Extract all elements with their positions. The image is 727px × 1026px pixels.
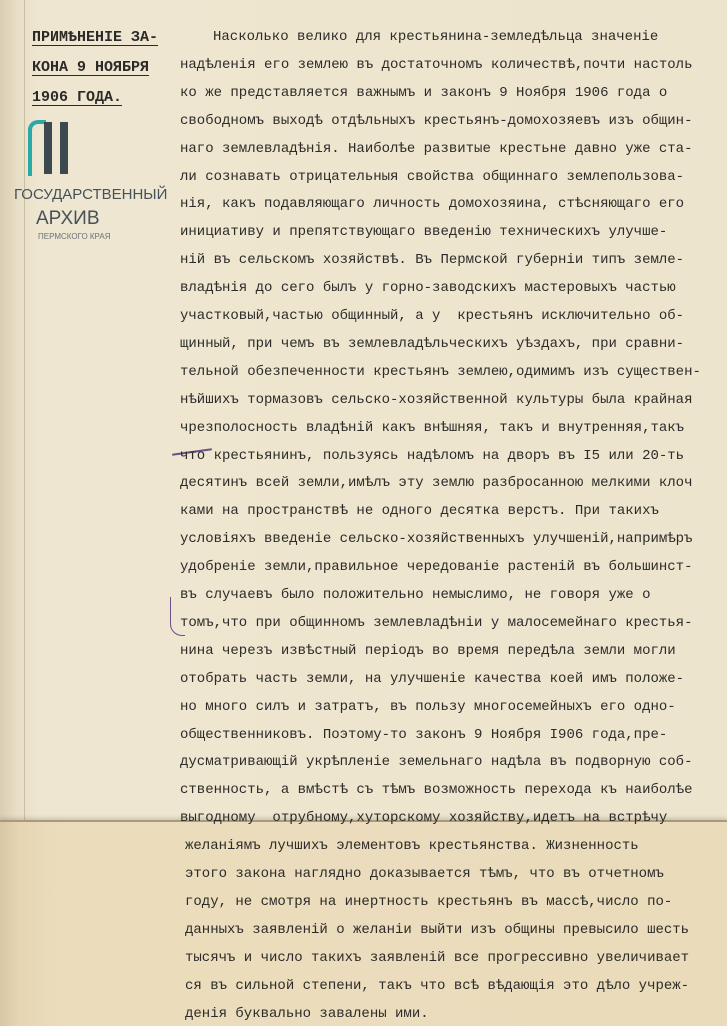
archive-logo-mark-icon [22, 118, 82, 178]
text-line: наго землевладѣнія. Наиболѣе развитые крестьне давно уже ста- [180, 141, 693, 157]
text-line: владѣнія до сего былъ у горно-заводскихъ мастеровыхъ частью [180, 280, 676, 296]
text-line: нѣйшихъ тормазовъ сельско-хозяйственной культуры была крайная [180, 392, 693, 408]
logo-subtitle: АРХИВ [36, 208, 100, 229]
text-line: желаніямъ лучшихъ элементовъ крестьянства. Жизненность [185, 838, 639, 854]
text-line: отобрать часть земли, на улучшеніе качества коей имъ положе- [180, 671, 685, 687]
text-line: выгодному отрубному,хуторскому хозяйству,идетъ на встрѣчу [180, 810, 668, 826]
text-line: общественниковъ. Поэтому-то законъ 9 Ноября I906 года,пре- [180, 727, 668, 743]
logo-title: ГОСУДАРСТВЕННЫЙ [14, 186, 168, 203]
text-line: ся въ сильной степени, такъ что всѣ вѣдающія это дѣло учреж- [185, 978, 690, 994]
logo-region: ПЕРМСКОГО КРАЯ [38, 232, 111, 241]
text-line: тельной обезпеченности крестьянъ землею,одимимъ изъ существен- [180, 364, 701, 380]
text-line: въ случаевъ было положительно немыслимо, не говоря уже о [180, 587, 651, 603]
text-line: дусматривающій укрѣпленіе земельнаго надѣла въ подворную соб- [180, 754, 693, 770]
text-line: чрезполосность владѣній какъ внѣшняя, такъ и внутренняя,такъ [180, 420, 685, 436]
text-line: денія буквально завалены ими. [185, 1006, 429, 1022]
text-line: свободномъ выходѣ отдѣльныхъ крестьянъ-домохозяевъ изъ общин- [180, 113, 693, 129]
text-line: ственность, а вмѣстѣ съ тѣмъ возможность перехода къ наиболѣе [180, 782, 693, 798]
text-line: данныхъ заявленій о желаніи выйти изъ общины превысило шесть [185, 922, 690, 938]
text-line: тысячъ и число такихъ заявленій все прогрессивно увеличивает [185, 950, 690, 966]
text-line: инициативу и препятствующаго введенію техническихъ улучше- [180, 224, 668, 240]
text-line: десятинъ всей земли,имѣлъ эту землю разбросанною мелкими клоч [180, 475, 693, 491]
margin-heading-line: ПРИМѢНЕНІЕ ЗА- [32, 29, 159, 46]
text-line: Насколько велико для крестьянина-земледѣльца значеніе [213, 29, 659, 45]
text-line: участковый,частью общинный, а у крестьянъ исключительно об- [180, 308, 685, 324]
text-line: этого закона наглядно доказывается тѣмъ, что въ отчетномъ [185, 866, 664, 882]
text-line: ко же представляется важнымъ и законъ 9 Ноября 1906 года о [180, 85, 668, 101]
text-line: нина черезъ извѣстный періодъ во время передѣла земли могли [180, 643, 676, 659]
text-line: томъ,что при общинномъ землевладѣніи у малосемейнаго крестья- [180, 615, 693, 631]
text-line: что крестьянинъ, пользуясь надѣломъ на дворъ въ I5 или 20-ть [180, 448, 685, 464]
text-line: но много силъ и затратъ, въ пользу многосемейныхъ его одно- [180, 699, 676, 715]
text-line: нія, какъ подавляющаго личность домохозяина, стѣсняющаго его [180, 196, 685, 212]
margin-heading-line: 1906 ГОДА. [32, 89, 123, 106]
text-line: ли сознавать отрицательныя свойства общиннаго землепользова- [180, 169, 685, 185]
text-line: надѣленія его землею въ достаточномъ количествѣ,почти настоль [180, 57, 693, 73]
text-line: щинный, при чемъ въ землевладѣльческихъ уѣздахъ, при сравни- [180, 336, 685, 352]
text-line: году, не смотря на инертность крестьянъ въ массѣ,число по- [185, 894, 673, 910]
text-line: удобреніе земли,правильное чередованіе растеній въ большинст- [180, 559, 693, 575]
text-line: ній въ сельскомъ хозяйствѣ. Въ Пермской губерніи типъ земле- [180, 252, 685, 268]
text-line: условіяхъ введеніе сельско-хозяйственныхъ улучшеній,напримѣръ [180, 531, 693, 547]
margin-heading-line: КОНА 9 НОЯБРЯ [32, 59, 150, 76]
text-line: ками на пространствѣ не одного десятка верстъ. При такихъ [180, 503, 659, 519]
